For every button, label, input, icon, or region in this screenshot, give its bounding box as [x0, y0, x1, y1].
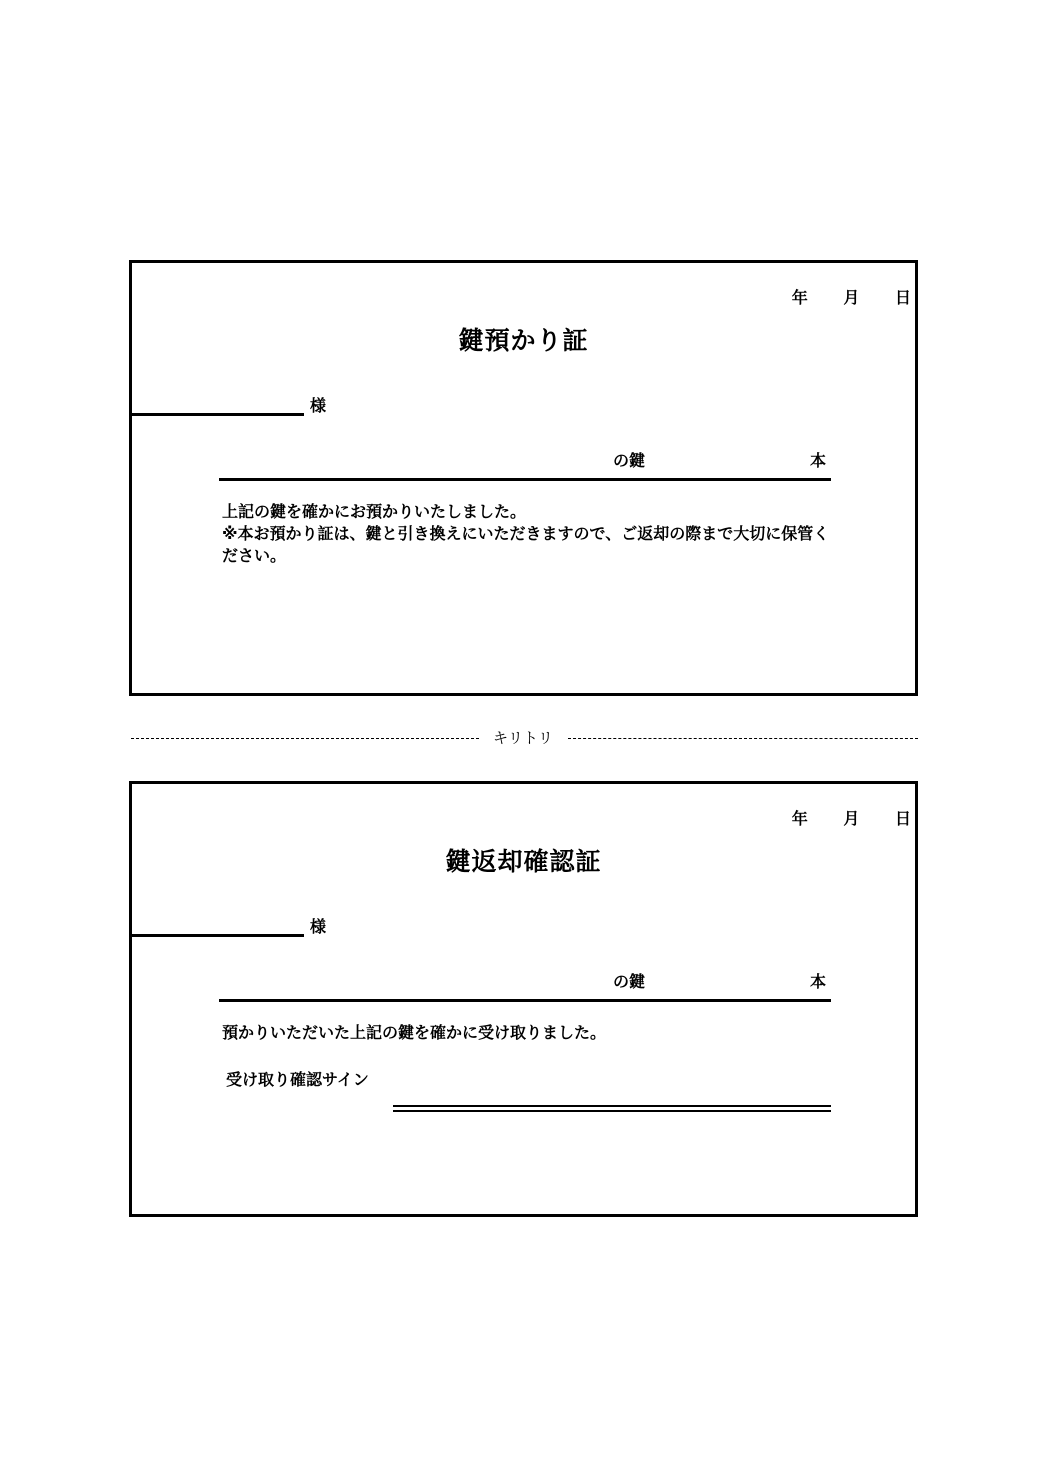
- recipient-honorific: 様: [310, 396, 327, 415]
- deposit-notice-line: ※本お預かり証は、鍵と引き換えにいただきますので、ご返却の際まで大切に保管ください。: [222, 524, 830, 565]
- key-return-slip: [129, 781, 918, 1217]
- signature-label: 受け取り確認サイン: [226, 1070, 369, 1089]
- slip-title: 鍵返却確認証: [445, 847, 602, 876]
- signature-line: [393, 1105, 831, 1112]
- recipient-honorific: 様: [310, 917, 327, 936]
- date-year-label: 年: [791, 809, 808, 828]
- date-month-label: 月: [843, 288, 860, 307]
- date-day-label: 日: [894, 809, 911, 828]
- date-month-label: 月: [843, 809, 860, 828]
- slip-title: 鍵預かり証: [458, 326, 589, 355]
- cut-dash-left: [131, 738, 479, 739]
- cut-label: キリトリ: [493, 729, 554, 747]
- date-row: [792, 285, 911, 308]
- key-entry-line: [219, 478, 831, 481]
- date-day-label: 日: [894, 288, 911, 307]
- recipient-name-line: [132, 413, 304, 416]
- recipient-name-line: [132, 934, 304, 937]
- date-row: [792, 806, 911, 829]
- key-label: の鍵: [613, 451, 646, 470]
- return-message-line: 預かりいただいた上記の鍵を確かに受け取りました。: [222, 1023, 607, 1042]
- key-count-label: 本: [810, 972, 827, 991]
- key-deposit-slip: [129, 260, 918, 696]
- date-year-label: 年: [791, 288, 808, 307]
- key-count-label: 本: [810, 451, 827, 470]
- deposit-message: [222, 501, 842, 567]
- cut-dash-right: [568, 738, 918, 739]
- key-entry-line: [219, 999, 831, 1002]
- key-label: の鍵: [613, 972, 646, 991]
- return-message: [222, 1022, 842, 1044]
- deposit-message-line: 上記の鍵を確かにお預かりいたしました。: [222, 502, 527, 521]
- cut-line: [131, 728, 918, 748]
